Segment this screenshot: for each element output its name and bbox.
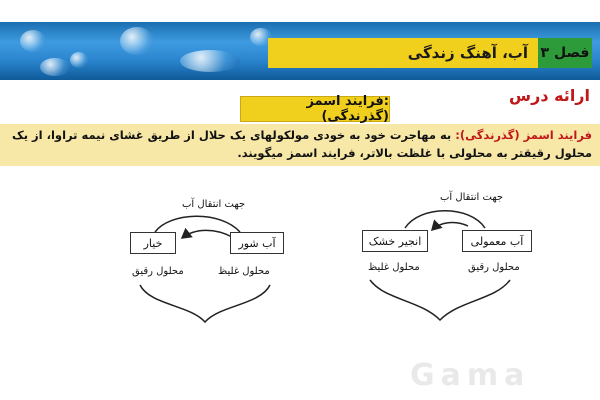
subtitle: :فرایند اسمز (گذرندگی)	[306, 94, 389, 124]
fresh-water-box: آب معمولی	[462, 230, 532, 252]
arrow-curve	[182, 230, 232, 238]
arrow-curve	[405, 211, 485, 228]
concentrated-solution-label: محلول غلیظ	[368, 262, 420, 273]
section-title: ارائه درس	[509, 86, 590, 105]
dilute-solution-label: محلول رقیق	[468, 262, 520, 273]
gama-watermark-logo: Gama	[410, 358, 531, 393]
concentrated-solution-label: محلول غلیظ	[218, 266, 270, 277]
chapter-title: آب، آهنگ زندگی	[407, 44, 528, 62]
dilute-solution-label: محلول رقیق	[132, 266, 184, 277]
bracket-curve	[140, 285, 270, 322]
arrow-curve	[432, 223, 468, 230]
water-direction-label: جهت انتقال آب	[182, 199, 246, 210]
dried-fig-box: انجیر خشک	[362, 230, 428, 252]
arrow-curve	[155, 216, 240, 232]
definition-term: فرایند اسمز (گذرندگی):	[455, 128, 592, 142]
chapter-number: فصل ۳	[540, 45, 590, 61]
definition-text: به مهاجرت خود به خودی مولکولهای یک حلال از طریق غشای نیمه تراوا، از یک محلول رقیقتر به محلولی با غلظت بالاتر، فرایند اسمز میگویند.	[11, 128, 592, 160]
cucumber-box: خیار	[130, 232, 176, 254]
bracket-curve	[370, 280, 510, 320]
salt-water-box: آب شور	[230, 232, 284, 254]
water-direction-label: جهت انتقال آب	[440, 192, 504, 203]
